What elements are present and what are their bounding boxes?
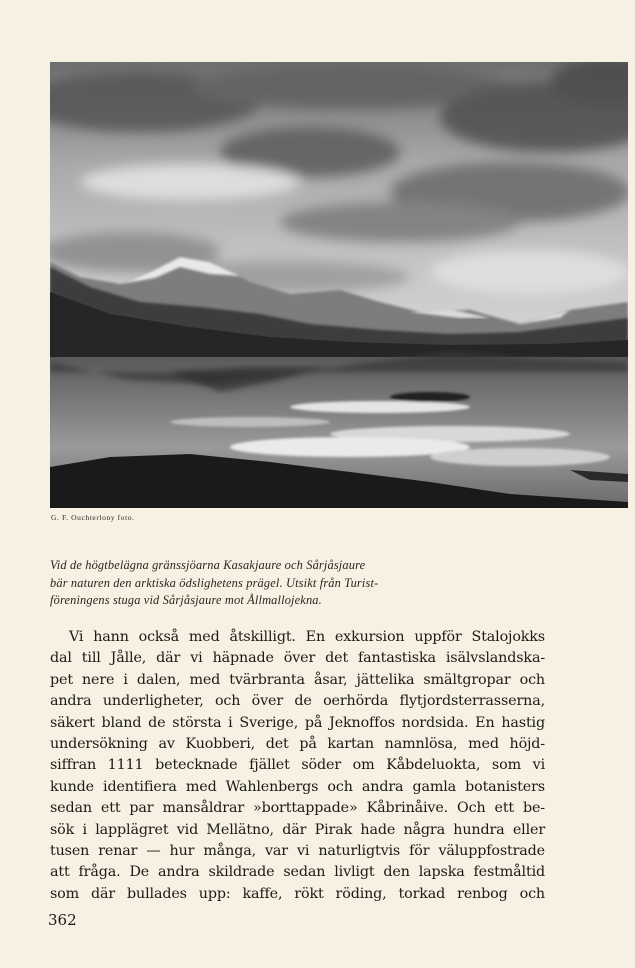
body-line: sedan ett par mansåldrar »borttappade» Kåbrinåive. Och ett be- [50, 800, 545, 817]
body-line: kunde identifiera med Wahlenbergs och andra gamla botanisters [50, 778, 545, 795]
body-line: andra underligheter, och över de oerhörda flytjordsterrasserna, [50, 693, 545, 710]
body-line: som där bullades upp: kaffe, rökt röding, torkad renbog och [50, 885, 545, 902]
photo-credit: G. F. Ouchterlony foto. [51, 513, 135, 522]
body-line: dal till Jålle, där vi häpnade över det fantastiska isälvslandska- [50, 650, 545, 667]
body-line: Vi hann också med åtskilligt. En exkursion uppför Stalojokks [69, 629, 545, 645]
caption-line: Vid de högtbelägna gränssjöarna Kasakjaure och Sårjåsjaure [50, 558, 366, 572]
body-line: siffran 1111 betecknade fjället söder om Kåbdeluokta, som vi [50, 757, 545, 774]
landscape-photo-icon [50, 62, 628, 508]
photo-caption [50, 557, 430, 610]
page-number: 362 [48, 911, 77, 929]
caption-line: bär naturen den arktiska ödslighetens prägel. Utsikt från Turist- [50, 575, 379, 590]
body-line: sök i lapplägret vid Mellätno, där Pirak hade några hundra eller [50, 821, 545, 838]
body-paragraph [50, 627, 545, 905]
body-line: att fråga. De andra skildrade sedan livligt den lapska festmåltid [50, 864, 545, 881]
landscape-photo [50, 62, 628, 508]
body-line: pet nere i dalen, med tvärbranta åsar, jättelika smältgropar och [50, 671, 545, 688]
body-line: undersökning av Kuobberi, det på kartan namnlösa, med höjd- [50, 736, 545, 753]
caption-line: föreningens stuga vid Sårjåsjaure mot Ållmallojekna. [50, 593, 322, 607]
body-line: tusen renar — hur många, var vi naturligtvis för väluppfostrade [50, 843, 545, 860]
body-line: säkert bland de största i Sverige, på Jeknoffos nordsida. En hastig [50, 714, 545, 731]
